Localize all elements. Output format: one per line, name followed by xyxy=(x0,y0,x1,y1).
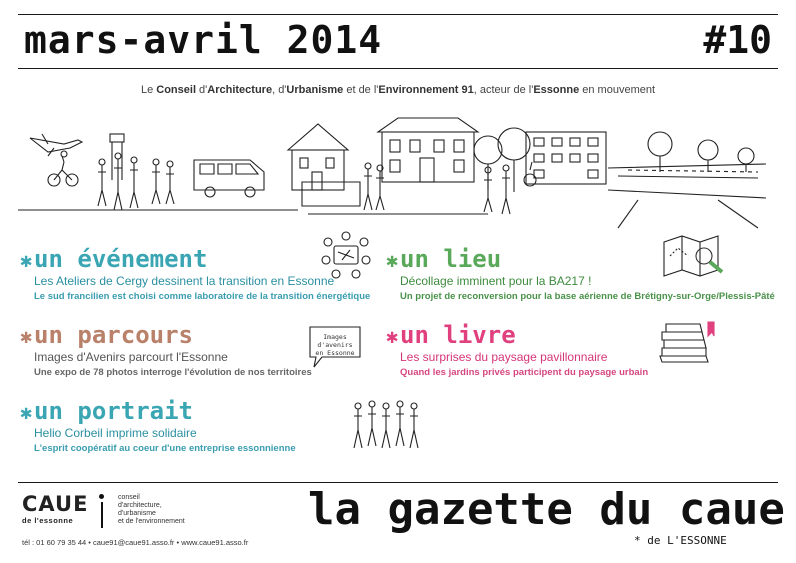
speech-bubble-icon xyxy=(306,323,364,363)
people-left-icon xyxy=(98,153,174,210)
article-subtitle: Un projet de reconversion pour la base aérienne de Brétigny-sur-Orge/Plessis-Pâté xyxy=(400,291,775,302)
tagline: Le Conseil d'Architecture, d'Urbanisme et de l'Environnement 91, acteur de l'Essonne en mouvement xyxy=(140,84,656,96)
footer-rule xyxy=(18,482,778,483)
control-tower-icon xyxy=(110,134,124,180)
gazette-title: la gazette du caue xyxy=(308,484,785,535)
article-title[interactable]: Décollage imminent pour la BA217 ! xyxy=(400,274,592,288)
house-icon xyxy=(288,124,348,190)
issue-title: mars-avril 2014 xyxy=(24,18,383,62)
caue-description: conseil d'architecture, d'urbanisme et de l'environnement xyxy=(118,494,185,525)
header-rule xyxy=(18,68,778,69)
section-heading: un livre xyxy=(400,321,516,349)
article-subtitle: Une expo de 78 photos interroge l'évolution de nos territoires xyxy=(34,367,312,378)
article-subtitle: Quand les jardins privés participent du paysage urbain xyxy=(400,367,649,378)
map-magnifier-icon xyxy=(660,234,726,280)
section-heading: un lieu xyxy=(400,245,502,273)
market-icon xyxy=(302,163,384,210)
article-title[interactable]: Images d'Avenirs parcourt l'Essonne xyxy=(34,350,228,364)
book-stack-icon xyxy=(656,318,718,366)
minibus-icon xyxy=(194,160,264,197)
people-middle-icon xyxy=(484,162,536,214)
apartment-block-icon xyxy=(526,132,606,184)
bubble-text: Images d'avenirs en Essonne xyxy=(315,333,355,357)
article-subtitle: L'esprit coopératif au coeur d'une entreprise essonnienne xyxy=(34,443,296,454)
issue-number: #10 xyxy=(703,18,772,62)
section-portrait[interactable] xyxy=(20,398,296,454)
caue-logo[interactable]: CAUE xyxy=(22,492,89,516)
article-subtitle: Le sud francilien est choisi comme laboratoire de la transition énergétique xyxy=(34,291,371,302)
asterisk-icon: ✱ xyxy=(20,248,33,272)
asterisk-icon: ✱ xyxy=(386,248,399,272)
cyclist-icon xyxy=(48,151,78,186)
top-rule xyxy=(18,14,778,15)
group-of-people-icon xyxy=(348,398,424,452)
section-parcours[interactable] xyxy=(20,322,312,378)
article-title[interactable]: Les Ateliers de Cergy dessinent la transition en Essonne xyxy=(34,274,335,288)
article-title[interactable]: Les surprises du paysage pavillonnaire xyxy=(400,350,608,364)
article-title[interactable]: Helio Corbeil imprime solidaire xyxy=(34,426,197,440)
road-icon xyxy=(608,164,766,228)
asterisk-icon: ✱ xyxy=(20,324,33,348)
contact-info[interactable]: tél : 01 60 79 35 44 • caue91@caue91.asso.fr • www.caue91.asso.fr xyxy=(22,538,249,547)
panorama-sketch xyxy=(18,110,778,230)
section-heading: un événement xyxy=(34,245,208,273)
section-heading: un parcours xyxy=(34,321,193,349)
gazette-subtitle: * de L'ESSONNE xyxy=(634,534,727,547)
manor-building-icon xyxy=(378,118,478,182)
section-heading: un portrait xyxy=(34,397,193,425)
caue-logo-sub: de l'essonne xyxy=(22,516,74,525)
section-livre[interactable] xyxy=(386,322,648,378)
airplane-icon xyxy=(30,134,82,156)
asterisk-icon: ✱ xyxy=(20,400,33,424)
asterisk-icon: ✱ xyxy=(386,324,399,348)
trees-icon xyxy=(474,128,530,192)
logo-divider xyxy=(99,494,104,530)
meeting-table-icon xyxy=(318,230,374,280)
